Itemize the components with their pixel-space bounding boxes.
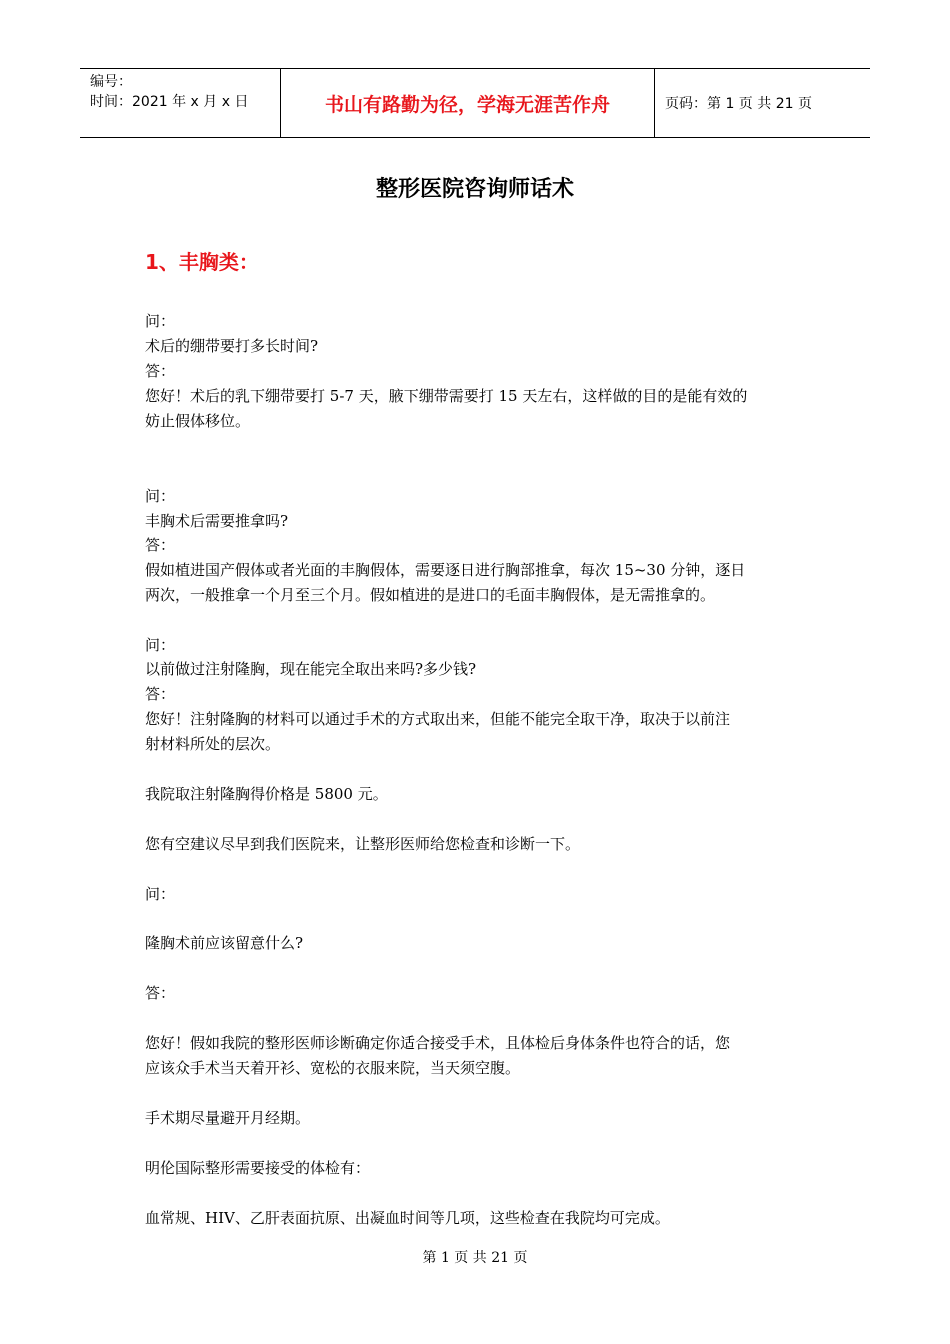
document-title: 整形医院咨询师话术 (375, 177, 574, 202)
answer-text: 假如植进国产假体或者光面的丰胸假体，需要逐日进行胸部推拿，每次 15~30 分钟，逐日 (145, 561, 746, 579)
question-label: 问： (145, 312, 176, 330)
time-label: 时间：2021 年 x 月 x 日 (90, 94, 249, 110)
answer-text: 您好！术后的乳下绷带要打 5-7 天，腋下绷带需要打 15 天左右，这样做的目的是能有效的 (145, 387, 748, 405)
question-text: 术后的绷带要打多长时间? (145, 337, 319, 355)
answer-text: 手术期尽量避开月经期。 (145, 1109, 311, 1127)
question-text: 隆胸术前应该留意什么? (145, 934, 304, 952)
answer-label: 答： (145, 362, 176, 380)
answer-text: 您好！假如我院的整形医师诊断确定你适合接受手术，且体检后身体条件也符合的话，您 (145, 1034, 731, 1052)
answer-text: 两次，一般推拿一个月至三个月。假如植进的是进口的毛面丰胸假体，是无需推拿的。 (145, 586, 716, 604)
page-footer: 第 1 页 共 21 页 (422, 1250, 528, 1266)
answer-label: 答： (145, 685, 176, 703)
header-meta (80, 69, 281, 137)
question-text: 以前做过注射隆胸，现在能完全取出来吗?多少钱? (145, 660, 477, 678)
answer-label: 答： (145, 536, 176, 554)
answer-text: 射材料所处的层次。 (145, 735, 281, 753)
question-label: 问： (145, 487, 176, 505)
answer-text: 应该众手术当天着开衫、宽松的衣服来院，当天须空腹。 (145, 1059, 521, 1077)
question-text: 丰胸术后需要推拿吗? (145, 512, 289, 530)
answer-text: 明伦国际整形需要接受的体检有： (145, 1159, 371, 1177)
answer-label: 答： (145, 984, 176, 1002)
page-header (80, 68, 870, 138)
section-heading: 1、丰胸类： (145, 250, 259, 274)
question-label: 问： (145, 885, 176, 903)
answer-text: 我院取注射隆胸得价格是 5800 元。 (145, 785, 388, 803)
answer-text: 您有空建议尽早到我们医院来，让整形医师给您检查和诊断一下。 (145, 835, 581, 853)
number-label: 编号： (90, 74, 132, 90)
header-page-info: 页码：第 1 页 共 21 页 (665, 96, 812, 112)
answer-text: 您好！注射隆胸的材料可以通过手术的方式取出来，但能不能完全取干净，取决于以前注 (145, 710, 731, 728)
header-motto: 书山有路勤为径，学海无涯苦作舟 (281, 69, 655, 137)
answer-text: 血常规、HIV、乙肝表面抗原、出凝血时间等几项，这些检查在我院均可完成。 (145, 1209, 670, 1227)
answer-text: 妨止假体移位。 (145, 412, 251, 430)
question-label: 问： (145, 636, 176, 654)
